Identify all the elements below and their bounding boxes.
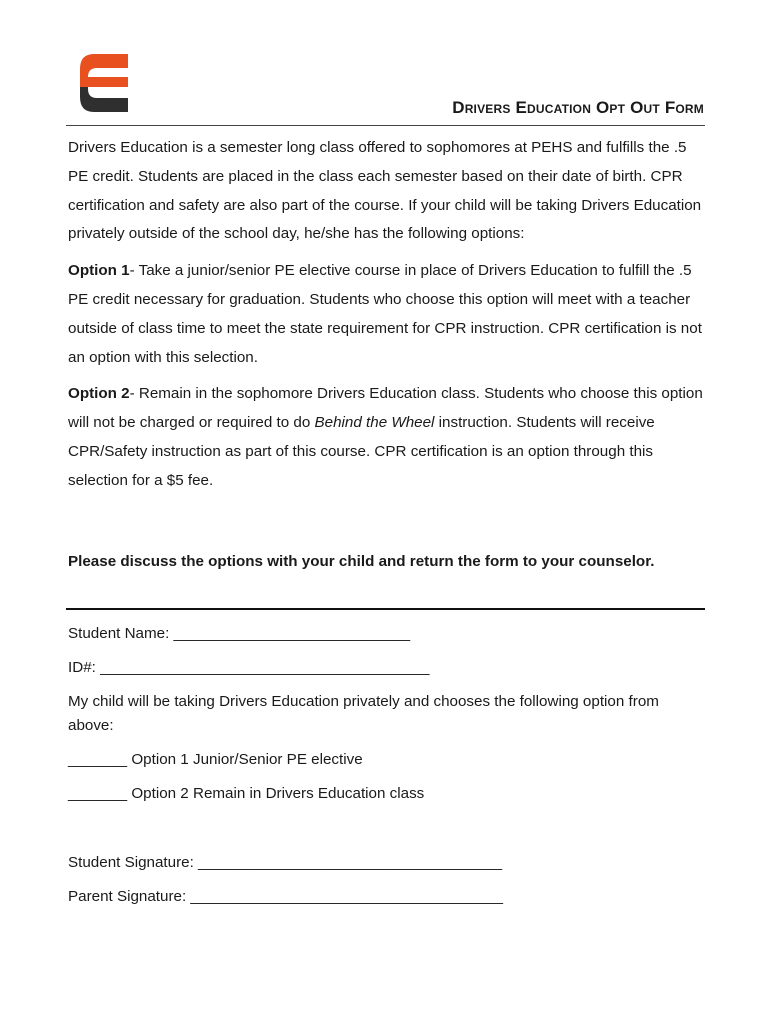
option-1-label: Option 1 — [68, 262, 130, 280]
parent-signature-field[interactable]: Parent Signature: _____________________________________ — [68, 888, 503, 905]
student-name-field[interactable]: Student Name: ____________________________ — [68, 625, 411, 642]
option-2-text-after: instruction. Students will receive CPR/Safety instruction as part of this course. CPR certification is an option through this selection for a $5 fee. — [68, 414, 655, 489]
e-logo — [80, 52, 128, 112]
form-body — [68, 134, 708, 496]
option-2-italic-text: Behind the Wheel — [314, 414, 435, 432]
option-1-choice-field[interactable]: _______ Option 1 Junior/Senior PE elective — [68, 751, 363, 768]
intro-paragraph: Drivers Education is a semester long class offered to sophomores at PEHS and fulfills the .5 PE credit. Students are placed in the class each semester based on their date of birth. CPR certification and safety are also part of the course. If your child will be taking Drivers Education privately outside of the school day, he/she has the following options: — [68, 139, 702, 243]
id-field[interactable]: ID#: _______________________________________ — [68, 659, 430, 676]
instruction-text: Please discuss the options with your child and return the form to your counselor. — [68, 553, 655, 570]
option-2-choice-field[interactable]: _______ Option 2 Remain in Drivers Education class — [68, 785, 425, 802]
section-divider — [66, 608, 705, 610]
title-divider — [66, 125, 705, 126]
choice-prompt: My child will be taking Drivers Education privately and chooses the following option from above: — [68, 693, 659, 734]
option-1-text: - Take a junior/senior PE elective course in place of Drivers Education to fulfill the .5 PE credit necessary for graduation. Students who choose this option will meet with a teacher outside of class time to meet the state requirement for CPR instruction. CPR certification is not an option with this selection. — [68, 262, 702, 366]
option-2-label: Option 2 — [68, 385, 130, 403]
form-title: Drivers Education Opt Out Form — [452, 98, 704, 117]
option-2-text-before: - Remain in the sophomore Drivers Education class. Students who choose this option will not be charged or required to do — [68, 385, 703, 432]
option-1-paragraph — [68, 257, 708, 372]
student-signature-field[interactable]: Student Signature: ____________________________________ — [68, 854, 503, 871]
option-2-paragraph — [68, 380, 708, 495]
